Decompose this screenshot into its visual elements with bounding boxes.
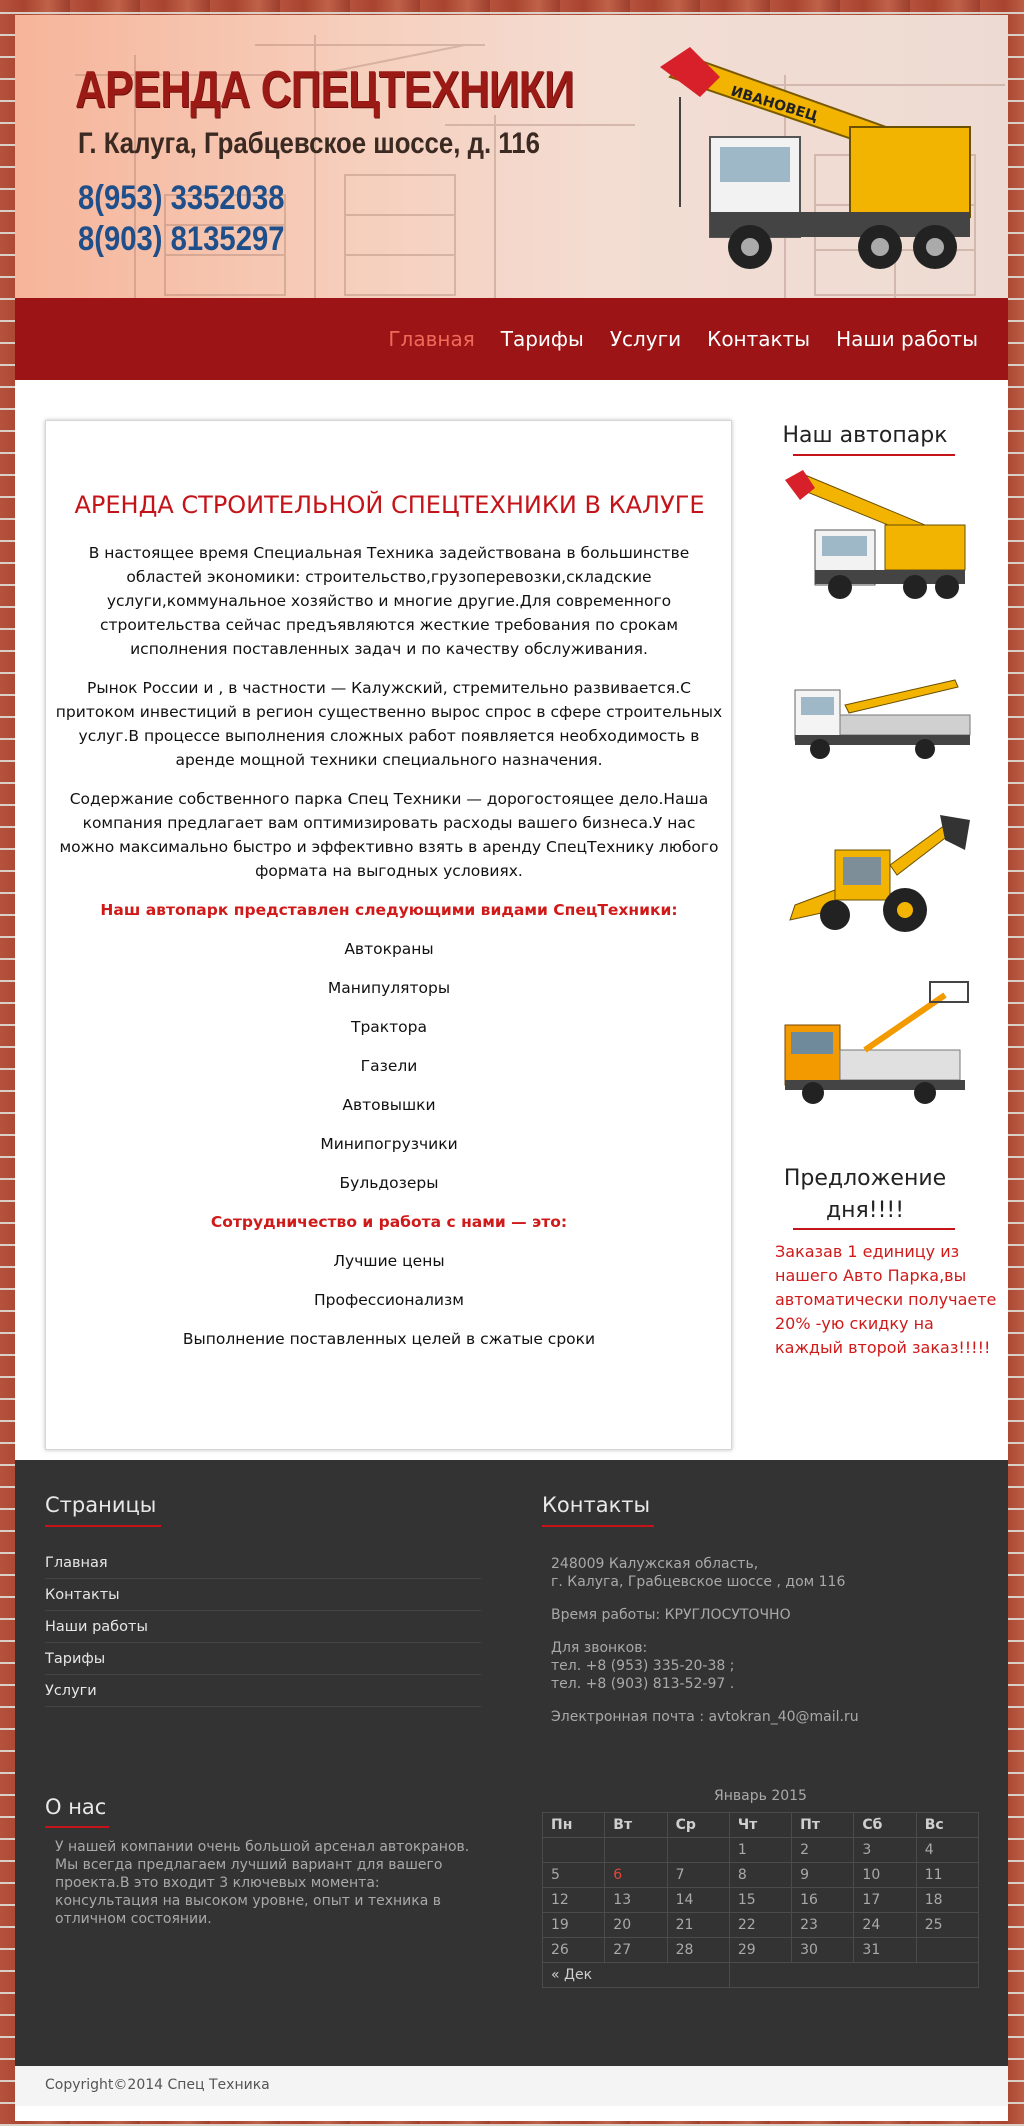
nav-item-services[interactable]: Услуги [609, 327, 682, 351]
footer-link-our-works[interactable]: Наши работы [45, 1611, 481, 1643]
calendar-day-cell: 10 [854, 1863, 916, 1888]
main-content-box [45, 420, 732, 1450]
sidebar-offer-underline [793, 1228, 955, 1230]
benefit-item-prices: Лучшие цены [333, 1252, 445, 1270]
calendar-day-cell: 26 [543, 1938, 605, 1963]
calendar-caption: Январь 2015 [714, 1788, 807, 1804]
calendar-prev-month-link[interactable]: « Дек [543, 1963, 730, 1988]
footer-about-underline [45, 1826, 109, 1828]
calendar-day-cell: 22 [729, 1913, 791, 1938]
copyright-bar [15, 2066, 1008, 2106]
fleet-item-tractors: Трактора [350, 1018, 428, 1036]
calendar-weekday: Пт [792, 1813, 854, 1838]
calendar-day-cell: 20 [605, 1913, 667, 1938]
calendar-week-row [543, 1863, 979, 1888]
calendar-empty-cell [543, 1838, 605, 1863]
site-title[interactable]: АРЕНДА СПЕЦТЕХНИКИ [75, 61, 574, 119]
page-title: АРЕНДА СТРОИТЕЛЬНОЙ СПЕЦТЕХНИКИ В КАЛУГЕ [74, 491, 705, 519]
calendar-day-cell: 23 [792, 1913, 854, 1938]
crane-truck-image [650, 37, 990, 287]
header-phone-2: 8(903) 8135297 [78, 220, 285, 258]
sidebar-fleet-title: Наш автопарк [782, 423, 948, 448]
calendar-weekday: Вс [916, 1813, 978, 1838]
benefit-item-professionalism: Профессионализм [314, 1291, 464, 1309]
calendar-body [543, 1838, 979, 1963]
benefit-item-deadlines: Выполнение поставленных целей в сжатые сроки [182, 1330, 596, 1348]
calendar-weekday: Чт [729, 1813, 791, 1838]
footer-email[interactable]: Электронная почта : avtokran_40@mail.ru [551, 1709, 859, 1725]
footer-pages-list [45, 1547, 481, 1707]
footer-phone-2: тел. +8 (903) 813-52-97 . [551, 1676, 735, 1692]
calendar-day-cell: 17 [854, 1888, 916, 1913]
vehicle-aerial-platform-image[interactable] [775, 980, 975, 1110]
calendar-day-cell: 4 [916, 1838, 978, 1863]
footer-phone-1: тел. +8 (953) 335-20-38 ; [551, 1658, 735, 1674]
calendar-weekday: Вт [605, 1813, 667, 1838]
vehicle-crane-image[interactable] [775, 470, 975, 600]
main-navigation [15, 298, 1008, 380]
site-header [15, 15, 1008, 298]
calendar-week-row [543, 1888, 979, 1913]
calendar-weekday: Пн [543, 1813, 605, 1838]
footer-working-hours: Время работы: КРУГЛОСУТОЧНО [551, 1607, 791, 1623]
footer-address-line2: г. Калуга, Грабцевское шоссе , дом 116 [551, 1574, 846, 1590]
fleet-item-mini-loaders: Минипогрузчики [320, 1135, 458, 1153]
benefits-heading: Сотрудничество и работа с нами — это: [210, 1213, 568, 1231]
calendar-day-cell: 29 [729, 1938, 791, 1963]
footer-link-services[interactable]: Услуги [45, 1675, 481, 1707]
calendar-day-cell: 21 [667, 1913, 729, 1938]
calendar-day-cell: 3 [854, 1838, 916, 1863]
calendar-day-cell: 14 [667, 1888, 729, 1913]
calendar-day-cell: 31 [854, 1938, 916, 1963]
calendar-day-cell: 16 [792, 1888, 854, 1913]
fleet-item-cranes: Автокраны [344, 940, 434, 958]
calendar-day-cell: 1 [729, 1838, 791, 1863]
footer-contacts-underline [542, 1525, 654, 1527]
fleet-item-manipulators: Манипуляторы [327, 979, 451, 997]
calendar-day-cell: 2 [792, 1838, 854, 1863]
sidebar-fleet-underline [793, 454, 955, 456]
nav-item-contacts[interactable]: Контакты [707, 327, 811, 351]
crane-brand-label: ИВАНОВЕЦ [728, 83, 820, 126]
calendar-day-cell: 12 [543, 1888, 605, 1913]
footer-about-title: О нас [45, 1795, 107, 1819]
calendar-weekday-row [543, 1813, 979, 1838]
page-wrapper [15, 15, 1008, 2121]
calendar-week-row [543, 1938, 979, 1963]
footer-link-tariffs[interactable]: Тарифы [45, 1643, 481, 1675]
calendar-weekday: Ср [667, 1813, 729, 1838]
calendar-day-cell: 8 [729, 1863, 791, 1888]
calendar-day-cell: 7 [667, 1863, 729, 1888]
nav-item-our-works[interactable]: Наши работы [836, 327, 978, 351]
calendar-week-row [543, 1838, 979, 1863]
footer-link-contacts[interactable]: Контакты [45, 1579, 481, 1611]
calendar-nav-row [543, 1963, 979, 1988]
footer-calls-label: Для звонков: [551, 1640, 648, 1656]
copyright-text: Copyright©2014 Спец Техника [45, 2077, 270, 2093]
calendar-day-cell: 28 [667, 1938, 729, 1963]
article-paragraph-2: Рынок России и , в частности — Калужский, стремительно развивается.С притоком инвестиций в регион существенно вырос спрос в сфере строительных услуг.В процессе выполнения сложных работ появляется необходимость в аренде мощной техники специального назначения. [55, 679, 723, 769]
nav-item-tariffs[interactable]: Тарифы [500, 327, 584, 351]
calendar-day-cell: 11 [916, 1863, 978, 1888]
article-paragraph-1: В настоящее время Специальная Техника задействована в большинстве областей экономики: строительство,грузоперевозки,складские услуги,коммунальное хозяйство и многие другие.Для современного строительства сейчас предъявляются жесткие требования по срокам исполнения поставленных задач и по качеству обслуживания. [88, 544, 690, 658]
calendar-day-cell: 9 [792, 1863, 854, 1888]
offer-of-the-day-text: Заказав 1 единицу из нашего Авто Парка,вы автоматически получаете 20% -ую скидку на каждый второй заказ!!!!! [775, 1242, 997, 1357]
footer-contacts-title: Контакты [542, 1493, 651, 1517]
calendar-day-cell: 30 [792, 1938, 854, 1963]
calendar-day-cell: 27 [605, 1938, 667, 1963]
calendar-day-cell: 5 [543, 1863, 605, 1888]
sidebar-offer-title-line1: Предложение [783, 1166, 947, 1191]
footer-about-text: У нашей компании очень большой арсенал автокранов. Мы всегда предлагаем лучший вариант для вашего проекта.В это входит 3 ключевых момента: консультация на высоком уровне, опыт и техника в отличном состоянии. [55, 1839, 470, 1927]
footer-pages-underline [45, 1525, 161, 1527]
calendar-day-cell: 24 [854, 1913, 916, 1938]
calendar-weekday: Сб [854, 1813, 916, 1838]
site-address: Г. Калуга, Грабцевское шоссе, д. 116 [78, 127, 540, 160]
calendar-day-cell: 15 [729, 1888, 791, 1913]
calendar-widget [542, 1812, 979, 1988]
sidebar-offer-title-line2: дня!!!! [825, 1198, 905, 1223]
fleet-heading: Наш автопарк представлен следующими видами СпецТехники: [100, 901, 678, 919]
footer-pages-title: Страницы [45, 1493, 157, 1517]
calendar-day-cell: 13 [605, 1888, 667, 1913]
nav-item-home[interactable]: Главная [388, 327, 475, 351]
article-body [54, 541, 724, 1366]
calendar-day-cell: 18 [916, 1888, 978, 1913]
calendar-empty-cell [605, 1838, 667, 1863]
vehicle-backhoe-image[interactable] [775, 810, 975, 940]
calendar-empty-cell [667, 1838, 729, 1863]
calendar-day-cell: 19 [543, 1913, 605, 1938]
footer-link-home[interactable]: Главная [45, 1547, 481, 1579]
fleet-item-aerial-platforms: Автовышки [342, 1096, 436, 1114]
calendar-day-cell: 6 [605, 1863, 667, 1888]
article-paragraph-3: Содержание собственного парка Спец Техники — дорогостоящее дело.Наша компания предлагает вам оптимизировать расходы вашего бизнеса.У нас можно максимально быстро и эффективно взять в аренду СпецТехнику любого формата на выгодных условиях. [59, 790, 719, 880]
calendar-week-row [543, 1913, 979, 1938]
calendar-next-month-empty [729, 1963, 978, 1988]
fleet-item-bulldozers: Бульдозеры [339, 1174, 439, 1192]
calendar-empty-cell [916, 1938, 978, 1963]
fleet-item-gazelles: Газели [360, 1057, 418, 1075]
calendar-day-cell: 25 [916, 1913, 978, 1938]
footer-address-line1: 248009 Калужская область, [551, 1556, 759, 1572]
vehicle-manipulator-image[interactable] [775, 645, 975, 775]
header-phone-1: 8(953) 3352038 [78, 179, 285, 217]
